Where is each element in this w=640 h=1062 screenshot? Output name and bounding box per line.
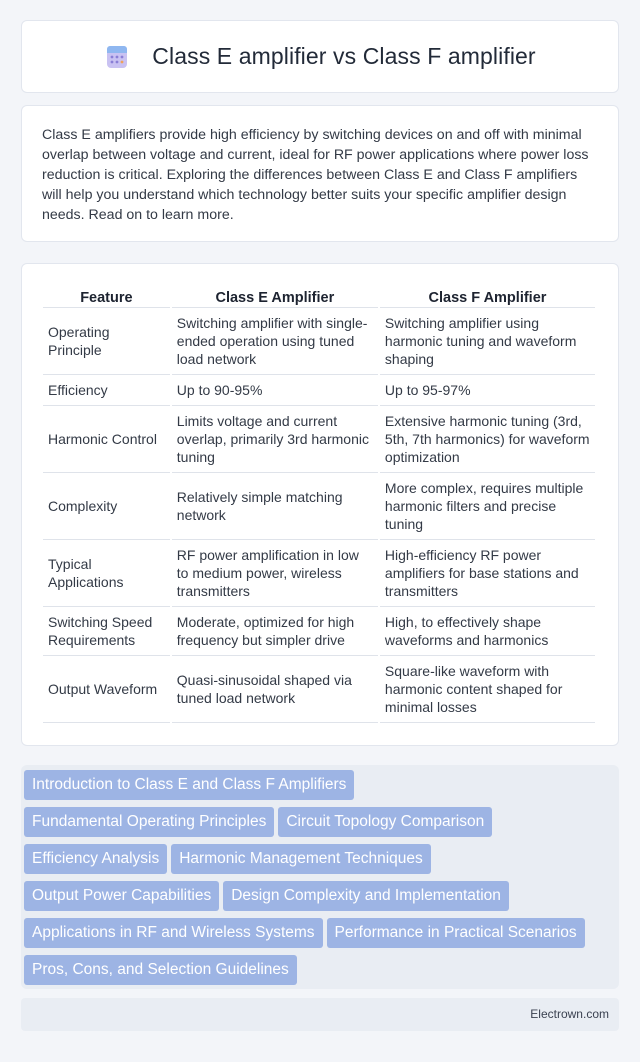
table-row: [43, 308, 595, 375]
intro-text: Class E amplifiers provide high efficiency by switching devices on and off with minimal overlap between voltage and current, ideal for RF power applications where power loss reduction is critical. Exploring the differences between Class E and Class F amplifiers will help you understand which technology better suits your specific amplifier design needs. Read on to learn more.: [42, 127, 589, 223]
footer-site-link[interactable]: Electrown.com: [530, 1007, 609, 1021]
feature-cell: Output Waveform: [43, 656, 170, 723]
class-e-cell: Quasi-sinusoidal shaped via tuned load network: [172, 656, 378, 723]
topic-tag[interactable]: Design Complexity and Implementation: [223, 881, 509, 911]
footer: [21, 998, 619, 1031]
class-e-cell: RF power amplification in low to medium power, wireless transmitters: [172, 540, 378, 607]
class-e-cell: Up to 90-95%: [172, 375, 378, 406]
topic-tag[interactable]: Performance in Practical Scenarios: [327, 918, 585, 948]
topic-tag[interactable]: Applications in RF and Wireless Systems: [24, 918, 323, 948]
class-f-cell: More complex, requires multiple harmonic filters and precise tuning: [380, 473, 595, 540]
topic-tag[interactable]: Efficiency Analysis: [24, 844, 167, 874]
comparison-table: [41, 284, 597, 723]
topic-tag[interactable]: Fundamental Operating Principles: [24, 807, 274, 837]
feature-cell: Complexity: [43, 473, 170, 540]
class-e-cell: Relatively simple matching network: [172, 473, 378, 540]
table-row: [43, 540, 595, 607]
class-f-cell: High, to effectively shape waveforms and harmonics: [380, 607, 595, 656]
class-e-cell: Moderate, optimized for high frequency but simpler drive: [172, 607, 378, 656]
class-f-cell: Square-like waveform with harmonic content shaped for minimal losses: [380, 656, 595, 723]
table-row: [43, 375, 595, 406]
topic-tag[interactable]: Output Power Capabilities: [24, 881, 219, 911]
feature-cell: Switching Speed Requirements: [43, 607, 170, 656]
page-title: Class E amplifier vs Class F amplifier: [152, 43, 536, 69]
header-class-f: Class F Amplifier: [380, 284, 595, 308]
table-header-row: [43, 284, 595, 308]
topic-tag[interactable]: Circuit Topology Comparison: [278, 807, 492, 837]
class-f-cell: Extensive harmonic tuning (3rd, 5th, 7th harmonics) for waveform optimization: [380, 406, 595, 473]
class-e-cell: Limits voltage and current overlap, primarily 3rd harmonic tuning: [172, 406, 378, 473]
header-feature: Feature: [43, 284, 170, 308]
feature-cell: Harmonic Control: [43, 406, 170, 473]
feature-cell: Efficiency: [43, 375, 170, 406]
topic-tag[interactable]: Harmonic Management Techniques: [171, 844, 431, 874]
class-f-cell: Up to 95-97%: [380, 375, 595, 406]
calculator-icon: [104, 44, 130, 70]
class-e-cell: Switching amplifier with single-ended operation using tuned load network: [172, 308, 378, 375]
table-row: [43, 406, 595, 473]
intro-card: [21, 105, 619, 242]
comparison-table-card: [21, 263, 619, 746]
feature-cell: Operating Principle: [43, 308, 170, 375]
class-f-cell: Switching amplifier using harmonic tuning and waveform shaping: [380, 308, 595, 375]
feature-cell: Typical Applications: [43, 540, 170, 607]
table-row: [43, 656, 595, 723]
header-class-e: Class E Amplifier: [172, 284, 378, 308]
header-card: [21, 20, 619, 93]
table-row: [43, 473, 595, 540]
table-row: [43, 607, 595, 656]
topic-tag[interactable]: Introduction to Class E and Class F Amplifiers: [24, 770, 354, 800]
class-f-cell: High-efficiency RF power amplifiers for base stations and transmitters: [380, 540, 595, 607]
topic-tag[interactable]: Pros, Cons, and Selection Guidelines: [24, 955, 297, 985]
topic-tags: [21, 765, 619, 989]
